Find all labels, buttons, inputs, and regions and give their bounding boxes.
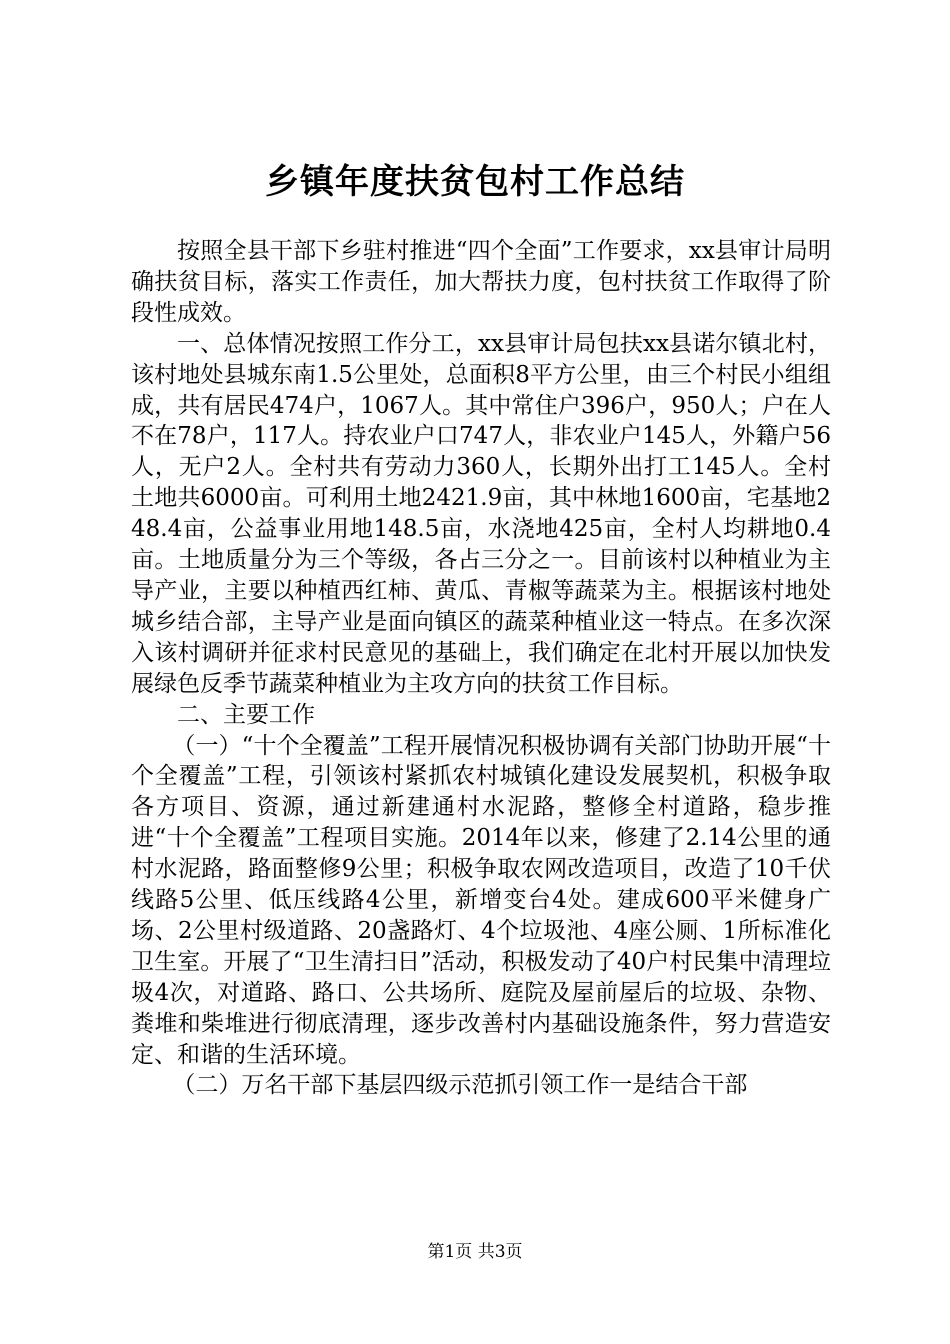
document-body bbox=[131, 236, 831, 1101]
subsection-one-paragraph: （一）“十个全覆盖”工程开展情况积极协调有关部门协助开展“十个全覆盖”工程，引领该村紧抓农村城镇化建设发展契机，积极争取各方项目、资源，通过新建通村水泥路，整修全村道路，稳步推进“十个全覆盖”工程项目实施。2014年以来，修建了2.14公里的通村水泥路，路面整修9公里；积极争取农网改造项目，改造了10千伏线路5公里、低压线路4公里，新增变台4处。建成600平米健身广场、2公里村级道路、20盏路灯、4个垃圾池、4座公厕、1所标准化卫生室。开展了“卫生清扫日”活动，积极发动了40户村民集中清理垃圾4次，对道路、路口、公共场所、庭院及屋前屋后的垃圾、杂物、粪堆和柴堆进行彻底清理，逐步改善村内基础设施条件，努力营造安定、和谐的生活环境。 bbox=[131, 732, 831, 1068]
subsection-two-paragraph: （二）万名干部下基层四级示范抓引领工作一是结合干部 bbox=[172, 1072, 748, 1099]
section-heading-main-work: 二、主要工作 bbox=[177, 701, 315, 728]
page-footer: 第1页 共3页 bbox=[427, 1242, 523, 1262]
document-title: 乡镇年度扶贫包村工作总结 bbox=[265, 162, 685, 202]
overview-paragraph: 一、总体情况按照工作分工，xx县审计局包扶xx县诺尔镇北村，该村地处县城东南1.5公里处，总面积8平方公里，由三个村民小组组成，共有居民474户，1067人。其中常住户396户，950人；户在人不在78户，117人。持农业户口747人，非农业户145人，外籍户56人，无户2人。全村共有劳动力360人，长期外出打工145人。全村土地共6000亩。可利用土地2421.9亩，其中林地1600亩，宅基地248.4亩，公益事业用地148.5亩，水浇地425亩，全村人均耕地0.4亩。土地质量分为三个等级，各占三分之一。目前该村以种植业为主导产业，主要以种植西红柿、黄瓜、青椒等蔬菜为主。根据该村地处城乡结合部，主导产业是面向镇区的蔬菜种植业这一特点。在多次深入该村调研并征求村民意见的基础上，我们确定在北村开展以加快发展绿色反季节蔬菜种植业为主攻方向的扶贫工作目标。 bbox=[131, 330, 831, 697]
intro-paragraph: 按照全县干部下乡驻村推进“四个全面”工作要求，xx县审计局明确扶贫目标，落实工作责任，加大帮扶力度，包村扶贫工作取得了阶段性成效。 bbox=[131, 238, 831, 326]
